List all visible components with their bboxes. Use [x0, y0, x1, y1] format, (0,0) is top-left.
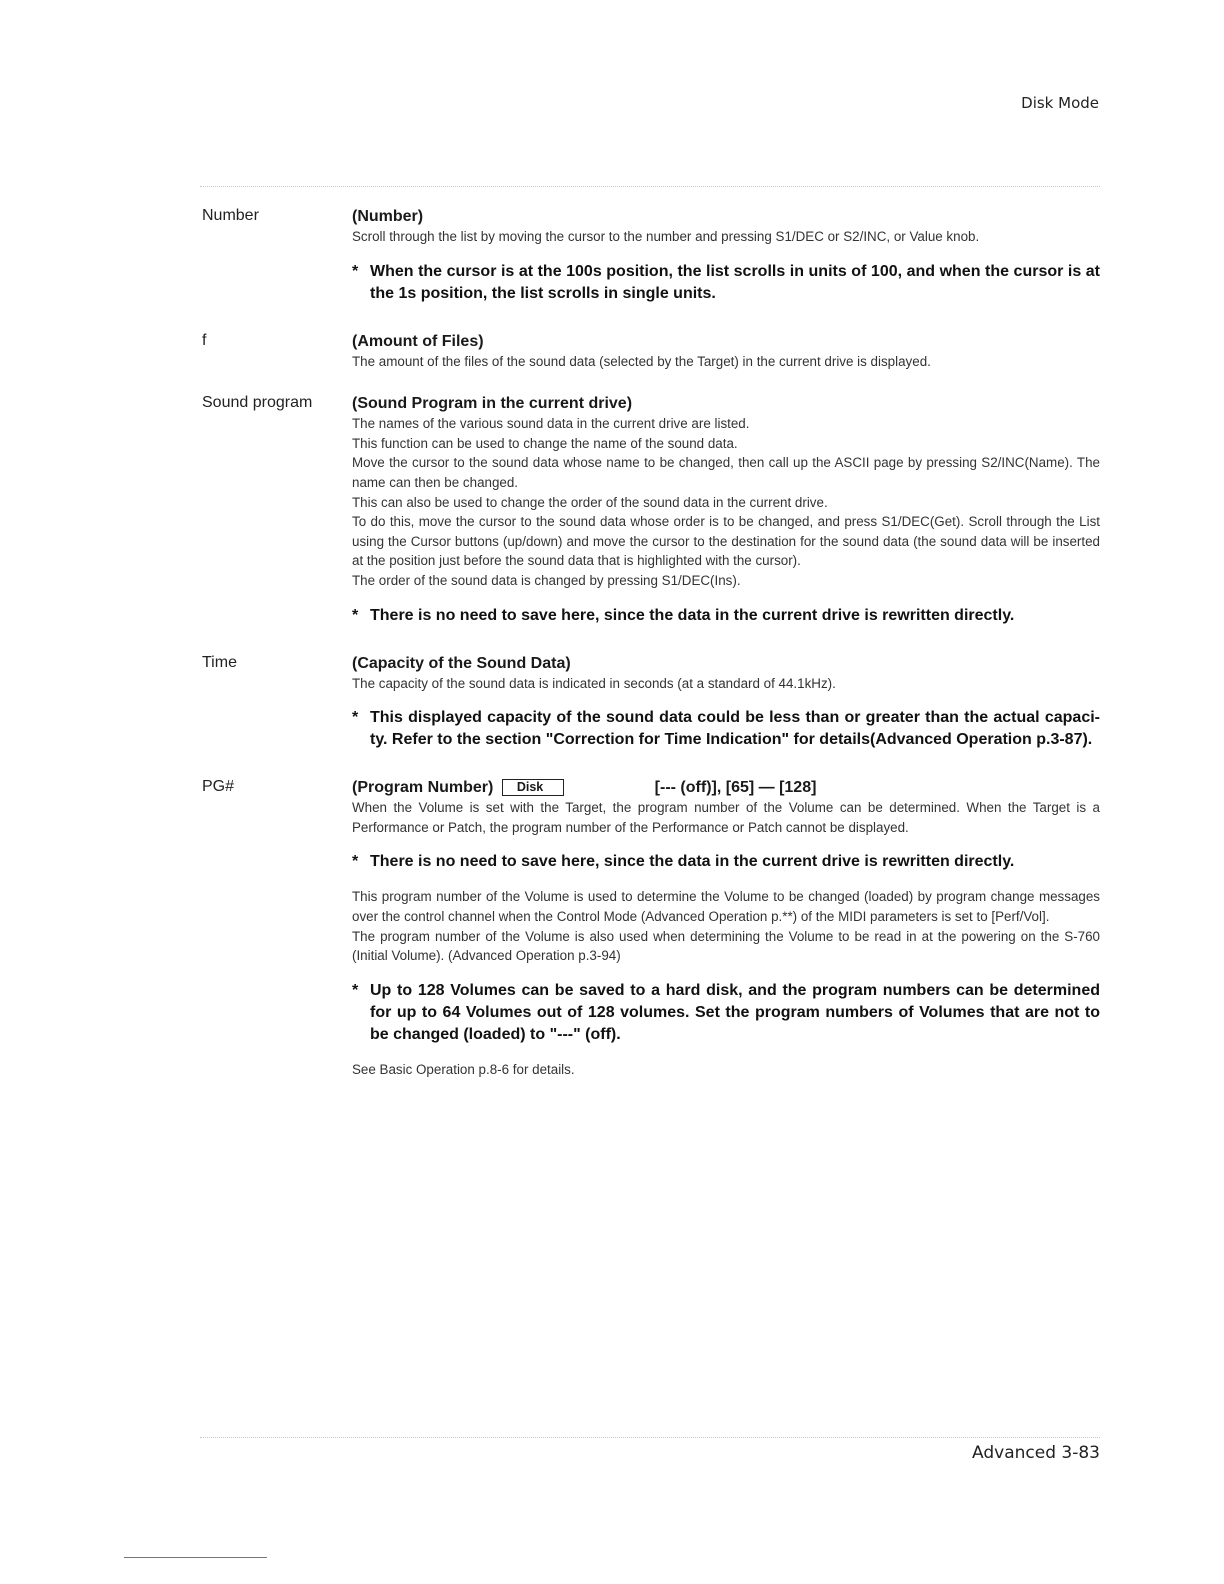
term-sound-program: Sound program — [202, 394, 313, 412]
def-title: (Amount of Files) — [352, 332, 484, 350]
note-text: When the cursor is at the 100s position, the list scrolls in units of 100, and when the cursor is at the 1s position, the list scrolls in single units. — [370, 262, 1100, 302]
note-text: Up to 128 Volumes can be saved to a hard disk, and the program numbers can be determined for up to 64 Volumes out of 128 volumes. Set the program numbers of Volumes that are not to be changed (loaded) to "---" (off). — [370, 981, 1100, 1043]
term-time: Time — [202, 653, 237, 671]
def-body: The amount of the files of the sound data (selected by the Target) in the current drive is displayed. — [352, 353, 931, 369]
def-body-line: Move the cursor to the sound data whose name to be changed, then call up the ASCII page by pressing S2/INC(Name). The name can then be changed. — [352, 455, 1100, 490]
explanation-block — [352, 887, 1100, 965]
entry-time — [202, 653, 1100, 766]
page-number: Advanced 3-83 — [972, 1443, 1100, 1463]
def-body: Scroll through the list by moving the cursor to the number and pressing S1/DEC or S2/INC, or Value knob. — [352, 229, 980, 244]
note-marker: * — [352, 709, 359, 727]
margin-underline — [124, 1557, 267, 1558]
def-title: (Sound Program in the current drive) — [352, 395, 633, 413]
note — [352, 605, 1100, 627]
def-title: (Capacity of the Sound Data) — [352, 654, 571, 672]
entry-f — [202, 331, 1100, 372]
note-marker: * — [352, 981, 359, 999]
def-sound-program — [352, 393, 1100, 640]
def-body-line: This function can be used to change the name of the sound data. — [352, 435, 738, 451]
note — [352, 980, 1100, 1046]
note-text: There is no need to save here, since the data in the current drive is rewritten directly. — [370, 606, 1015, 624]
explanation-paragraph: This program number of the Volume is used to determine the Volume to be changed (loaded) by program change messages over the control channel when the Control Mode (Advanced Operation p.**) of the MIDI parameters is set to [Perf/Vol]. — [352, 889, 1100, 924]
def-number — [352, 206, 1100, 319]
value-range: [--- (off)], [65] — [128] — [654, 779, 817, 797]
def-body-line: The names of the various sound data in the current drive are listed. — [352, 416, 750, 432]
entry-sound-program — [202, 393, 1100, 640]
def-f — [352, 331, 1100, 372]
def-body: When the Volume is set with the Target, the program number of the Volume can be determined. When the Target is a Performance or Patch, the program number of the Performance or Patch cannot be displayed. — [352, 800, 1100, 835]
def-title: (Program Number) — [352, 779, 494, 797]
def-body: The capacity of the sound data is indicated in seconds (at a standard of 44.1kHz). — [352, 675, 836, 691]
page-header: Disk Mode — [1021, 94, 1099, 112]
bottom-divider — [200, 1437, 1100, 1438]
note-text: This displayed capacity of the sound data could be less than or greater than the actual capaci-ty. Refer to the section "Correction for Time Indication" for details(Advanced Operation p.3-87). — [370, 709, 1100, 749]
note — [352, 707, 1100, 751]
def-body-line: The order of the sound data is changed by pressing S1/DEC(Ins). — [352, 572, 741, 588]
note-marker: * — [352, 606, 359, 624]
entry-number — [202, 206, 1100, 319]
term-f: f — [202, 331, 207, 349]
parameter-list — [202, 206, 1100, 1091]
note-marker: * — [352, 262, 359, 280]
top-divider — [200, 186, 1100, 187]
def-pg — [352, 777, 1100, 1079]
term-pg: PG# — [202, 778, 235, 796]
term-number: Number — [202, 207, 259, 224]
see-also: See Basic Operation p.8-6 for details. — [352, 1061, 575, 1077]
explanation-paragraph: The program number of the Volume is also used when determining the Volume to be read in at the powering on the S-760 (Initial Volume). (Advanced Operation p.3-94) — [352, 928, 1100, 964]
note-text: There is no need to save here, since the data in the current drive is rewritten directly. — [370, 853, 1015, 871]
def-body-line: This can also be used to change the order of the sound data in the current drive. — [352, 494, 828, 510]
note-marker: * — [352, 853, 359, 871]
def-title-row — [352, 777, 1100, 798]
disk-mode-badge: Disk — [502, 779, 564, 796]
def-title: (Number) — [352, 208, 424, 225]
entry-pg — [202, 777, 1100, 1079]
note — [352, 261, 1100, 305]
def-body-line: To do this, move the cursor to the sound data whose order is to be changed, and press S1/DEC(Get). Scroll through the List using the Cursor buttons (up/down) and move the cursor to the destination for the sound data (the sound data will be inserted at the position just before the sound data that is highlighted with the cursor). — [352, 514, 1100, 569]
def-time — [352, 653, 1100, 766]
note — [352, 851, 1100, 873]
